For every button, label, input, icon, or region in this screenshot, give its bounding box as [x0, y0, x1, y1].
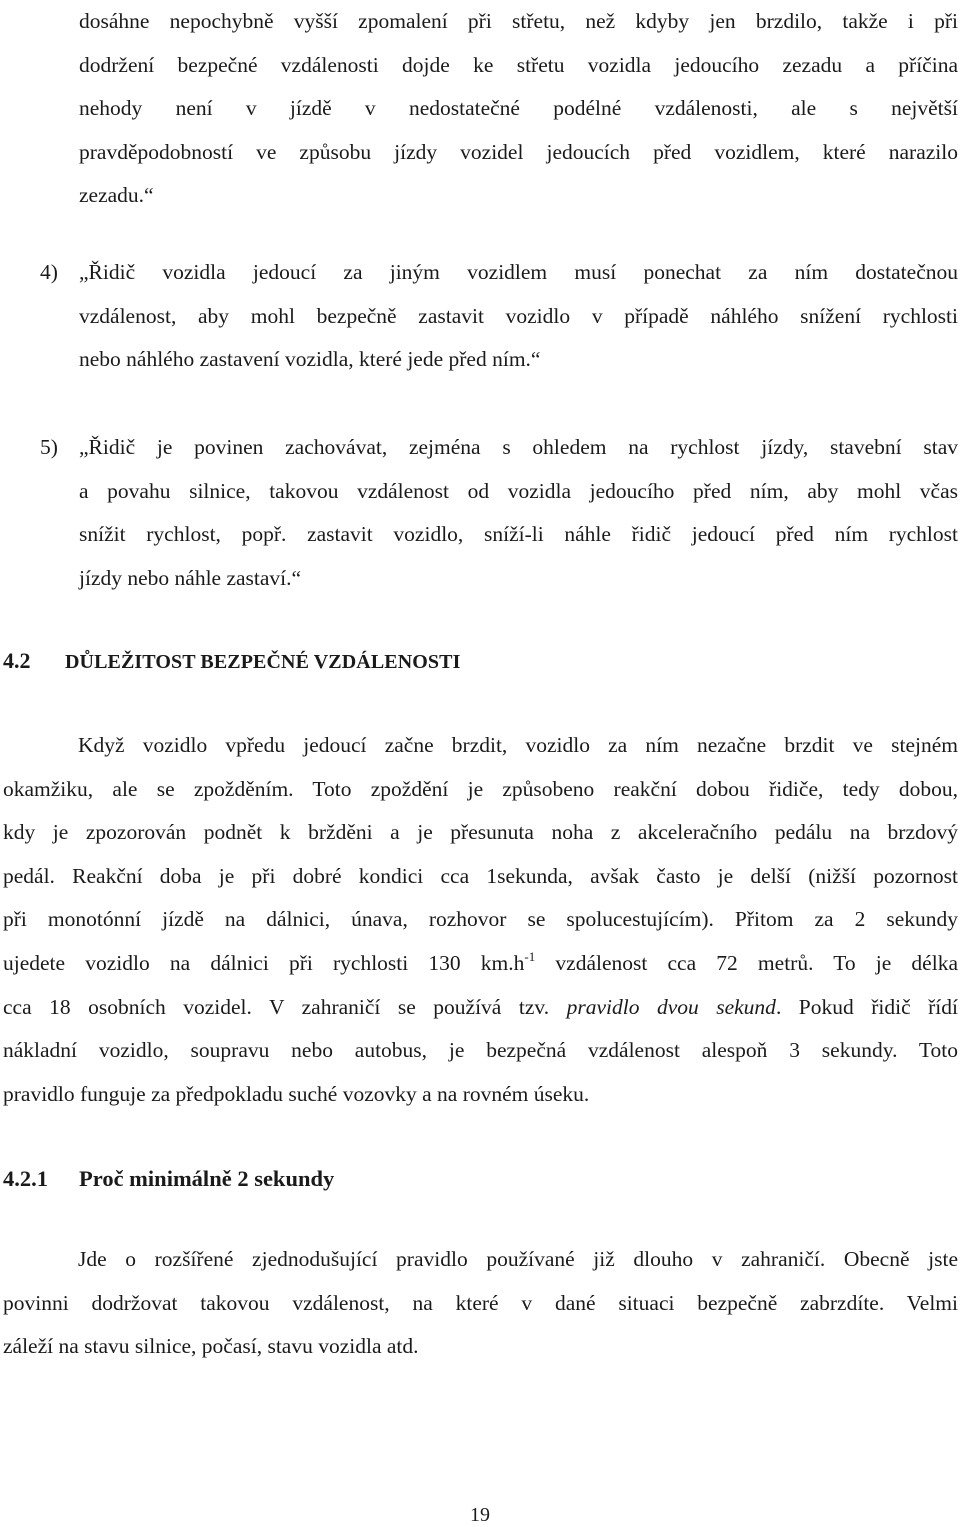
- text-line: pedál. Reakční doba je při dobré kondici cca 1sekunda, avšak často je delší (nižší pozornost: [3, 863, 958, 888]
- text-line: jízdy nebo náhle zastaví.“: [79, 565, 302, 590]
- text-line: zezadu.“: [79, 183, 154, 208]
- section-4-2-paragraph: [3, 724, 958, 1116]
- text-line: povinni dodržovat takovou vzdálenost, na které v dané situaci bezpečně zabrzdíte. Velmi: [3, 1290, 958, 1315]
- section-4-2-1-paragraph: [3, 1238, 958, 1369]
- text-run: cca 18 osobních vozidel. V zahraničí se používá tzv.: [3, 994, 567, 1019]
- text-run: vzdálenost cca 72 metrů. To je délka: [535, 950, 958, 975]
- text-line: Jde o rozšířené zjednodušující pravidlo používané již dlouho v zahraničí. Obecně jste: [78, 1247, 958, 1271]
- text-line: kdy je zpozorován podnět k bržděni a je přesunuta noha z akceleračního pedálu na brzdový: [3, 820, 958, 845]
- page-number: 19: [470, 1504, 490, 1526]
- list-number: 4): [40, 260, 58, 284]
- text-line: vzdálenost, aby mohl bezpečně zastavit vozidlo v případě náhlého snížení rychlosti: [79, 303, 958, 328]
- list-item-text: [79, 251, 958, 382]
- text-line: při monotónní jízdě na dálnici, únava, rozhovor se spolucestujícím). Přitom za 2 sekundy: [3, 907, 958, 932]
- text-line: „Řidič je povinen zachovávat, zejména s ohledem na rychlost jízdy, stavební stav: [79, 435, 958, 459]
- text-line: nebo náhlého zastavení vozidla, které jede před ním.“: [79, 347, 541, 372]
- text-line: pravidlo funguje za předpokladu suché vozovky a na rovném úseku.: [3, 1081, 590, 1106]
- italic-term: pravidlo dvou sekund: [566, 994, 776, 1019]
- text-line: Když vozidlo vpředu jedoucí začne brzdit, vozidlo za ním nezačne brzdit ve stejném: [78, 733, 958, 757]
- text-line: dosáhne nepochybně vyšší zpomalení při střetu, než kdyby jen brzdilo, takže i při: [79, 9, 958, 33]
- text-line: nehody není v jízdě v nedostatečné podélné vzdálenosti, ale s největší: [79, 96, 958, 121]
- section-heading-4-2: [3, 648, 460, 674]
- section-heading-4-2-1: [3, 1166, 334, 1192]
- text-line: nákladní vozidlo, soupravu nebo autobus, je bezpečná vzdálenost alespoň 3 sekundy. Toto: [3, 1038, 958, 1063]
- text-line: dodržení bezpečné vzdálenosti dojde ke střetu vozidla jedoucího zezadu a příčina: [79, 52, 958, 77]
- text-line: [3, 942, 958, 986]
- section-title: DŮLEŽITOST BEZPEČNÉ VZDÁLENOSTI: [65, 651, 461, 673]
- text-line: snížit rychlost, popř. zastavit vozidlo, sníží-li náhle řidič jedoucí před ním rychlost: [79, 522, 958, 547]
- text-line: okamžiku, ale se zpožděním. Toto zpoždění je způsobeno reakční dobou řidiče, tedy dobou,: [3, 776, 958, 801]
- list-item-text: [79, 426, 958, 600]
- text-run: . Pokud řidič řídí: [775, 994, 958, 1019]
- section-title: Proč minimálně 2 sekundy: [79, 1166, 335, 1191]
- text-line: a povahu silnice, takovou vzdálenost od vozidla jedoucího před ním, aby mohl včas: [79, 478, 958, 503]
- text-line: „Řidič vozidla jedoucí za jiným vozidlem musí ponechat za ním dostatečnou: [79, 260, 958, 284]
- text-line: pravděpodobností ve způsobu jízdy vozidel jedoucích před vozidlem, které narazilo: [79, 139, 958, 164]
- superscript: -1: [524, 948, 536, 964]
- text-line: záleží na stavu silnice, počasí, stavu vozidla atd.: [3, 1334, 419, 1359]
- section-number: 4.2: [3, 648, 31, 673]
- section-number: 4.2.1: [3, 1166, 48, 1191]
- text-run: ujedete vozidlo na dálnici při rychlosti 130 km.h: [3, 950, 525, 975]
- list-number: 5): [40, 435, 58, 459]
- paragraph-continuation: [79, 0, 958, 218]
- text-line: [3, 986, 958, 1030]
